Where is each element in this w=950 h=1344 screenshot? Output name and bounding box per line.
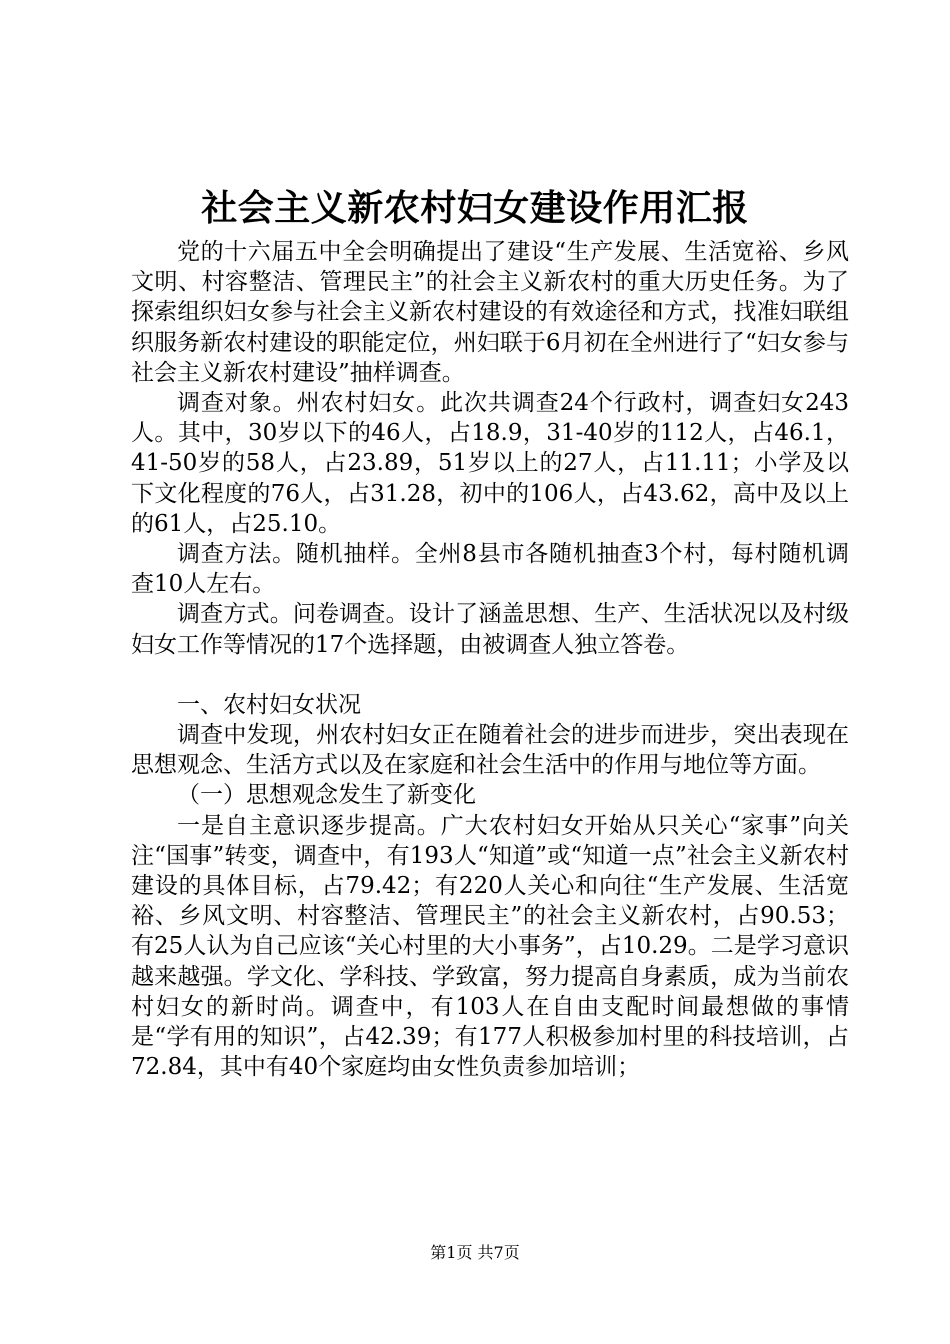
document-title: 社会主义新农村妇女建设作用汇报 (201, 187, 749, 229)
paragraph-findings: 调查中发现，州农村妇女正在随着社会的进步而进步，突出表现在思想观念、生活方式以及在家庭和社会生活中的作用与地位等方面。 (131, 722, 849, 779)
paragraph-awareness: 一是自主意识逐步提高。广大农村妇女开始从只关心“家事”向关注“国事”转变，调查中，有193人“知道”或“知道一点”社会主义新农村建设的具体目标，占79.42；有220人关心和向往“生产发展、生活宽裕、乡风文明、村容整洁、管理民主”的社会主义新农村，占90.53；有25人认为自己应该“关心村里的大小事务”，占10.29。二是学习意识越来越强。学文化、学科技、学致富，努力提高自身素质，成为当前农村妇女的新时尚。调查中，有103人在自由支配时间最想做的事情是“学有用的知识”，占42.39；有177人积极参加村里的科技培训，占72.84，其中有40个家庭均由女性负责参加培训； (131, 812, 849, 1081)
paragraph-intro: 党的十六届五中全会明确提出了建设“生产发展、生活宽裕、乡风文明、村容整洁、管理民主”的社会主义新农村的重大历史任务。为了探索组织妇女参与社会主义新农村建设的有效途径和方式，找准妇联组织服务新农村建设的职能定位，州妇联于6月初在全州进行了“妇女参与社会主义新农村建设”抽样调查。 (131, 239, 849, 386)
paragraph-survey-format: 调查方式。问卷调查。设计了涵盖思想、生产、生活状况以及村级妇女工作等情况的17个选择题，由被调查人独立答卷。 (131, 601, 849, 658)
paragraph-survey-subjects: 调查对象。州农村妇女。此次共调查24个行政村，调查妇女243人。其中，30岁以下的46人，占18.9，31-40岁的112人，占46.1，41-50岁的58人，占23.89，51岁以上的27人，占11.11；小学及以下文化程度的76人，占31.28，初中的106人，占43.62，高中及以上的61人，占25.10。 (131, 390, 849, 537)
paragraph-survey-method: 调查方法。随机抽样。全州8县市各随机抽查3个村，每村随机调查10人左右。 (131, 541, 849, 598)
page-number-footer: 第1页 共7页 (430, 1243, 520, 1262)
section-heading-women-status: 一、农村妇女状况 (177, 691, 361, 718)
subsection-heading-thinking: （一）思想观念发生了新变化 (177, 782, 476, 809)
document-body (131, 237, 849, 1082)
